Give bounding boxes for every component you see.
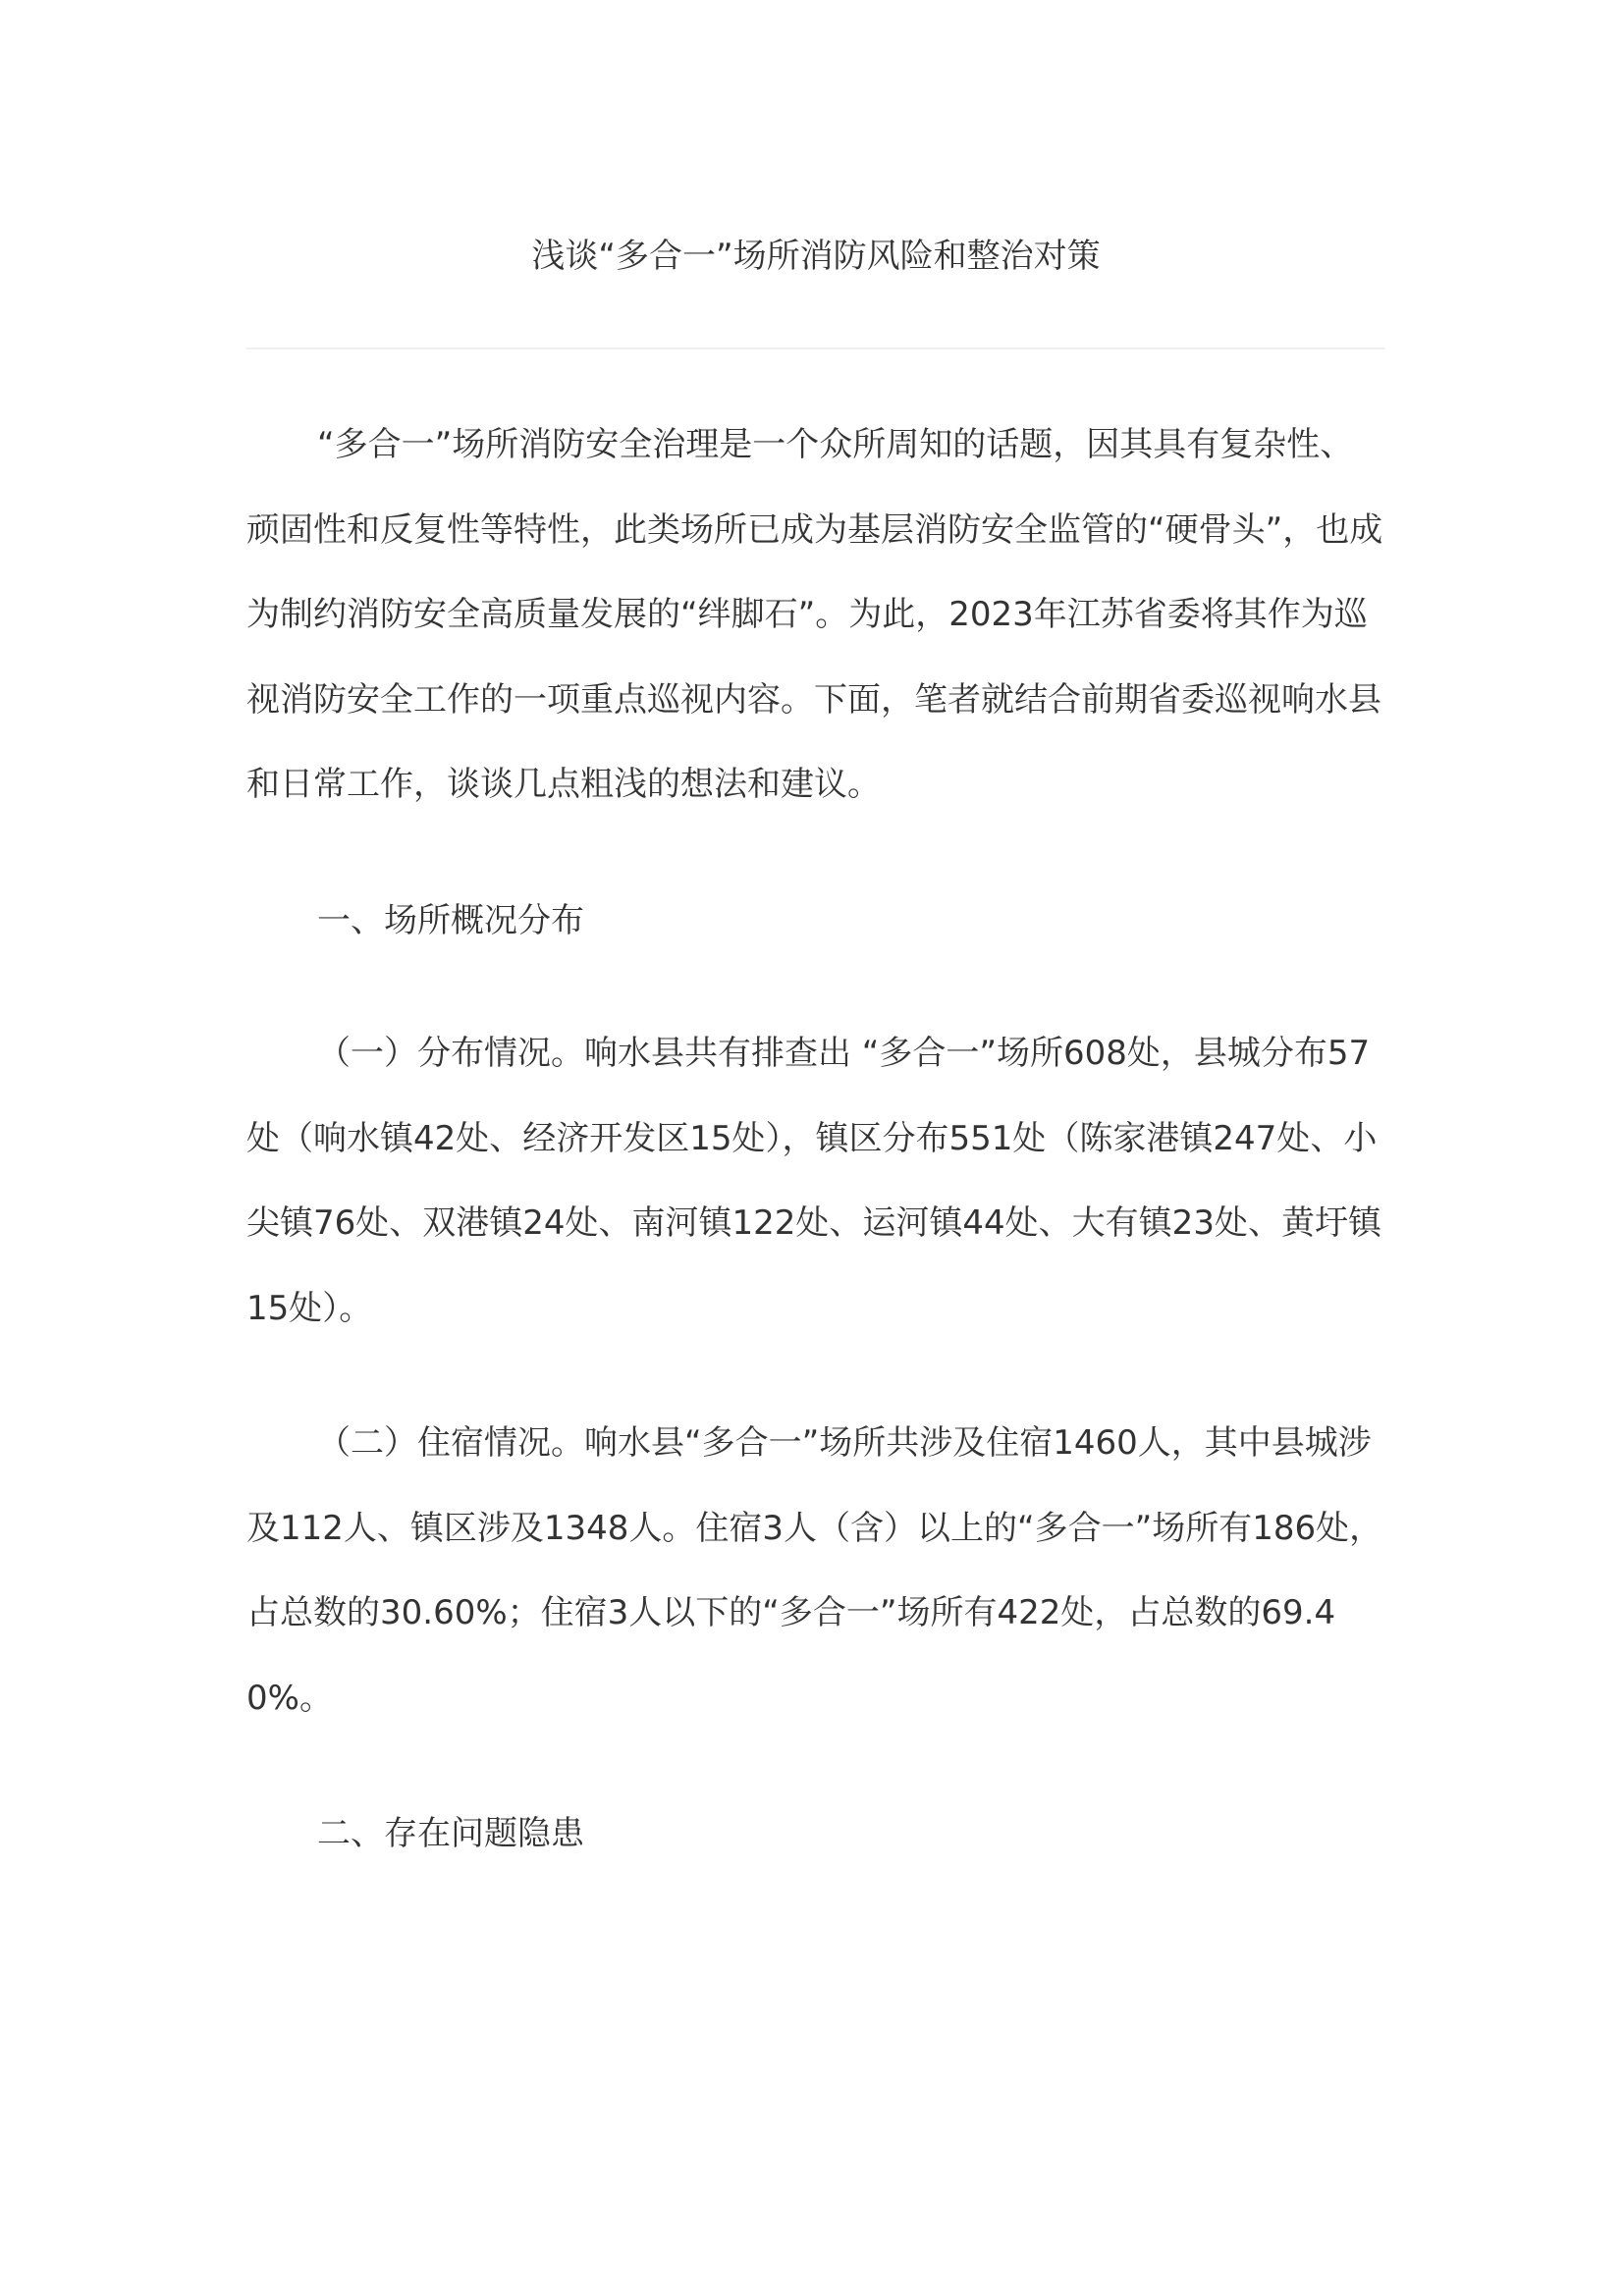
section-heading-problems: 二、存在问题隐患 (317, 1814, 584, 1853)
section-heading-overview: 一、场所概况分布 (317, 901, 584, 940)
distribution-paragraph: （一）分布情况。响水县共有排查出 “多合一”场所608处，县城分布57处（响水镇42处、经济开发区15处），镇区分布551处（陈家港镇247处、小尖镇76处、双港镇24处、南河镇122处、运河镇44处、大有镇23处、黄圩镇15处）。 (246, 1034, 1381, 1328)
intro-paragraph: “多合一”场所消防安全治理是一个众所周知的话题，因其具有复杂性、顽固性和反复性等特性，此类场所已成为基层消防安全监管的“硬骨头”，也成为制约消防安全高质量发展的“绊脚石”。为此，2023年江苏省委将其作为巡视消防安全工作的一项重点巡视内容。下面，笔者就结合前期省委巡视响水县和日常工作，谈谈几点粗浅的想法和建议。 (246, 425, 1383, 804)
lodging-paragraph: （二）住宿情况。响水县“多合一”场所共涉及住宿1460人，其中县城涉及112人、镇区涉及1348人。住宿3人（含）以上的“多合一”场所有186处，占总数的30.60%；住宿3人以下的“多合一”场所有422处，占总数的69.40%。 (246, 1423, 1383, 1718)
title-divider (246, 347, 1385, 349)
document-title: 浅谈“多合一”场所消防风险和整治对策 (531, 237, 1101, 276)
